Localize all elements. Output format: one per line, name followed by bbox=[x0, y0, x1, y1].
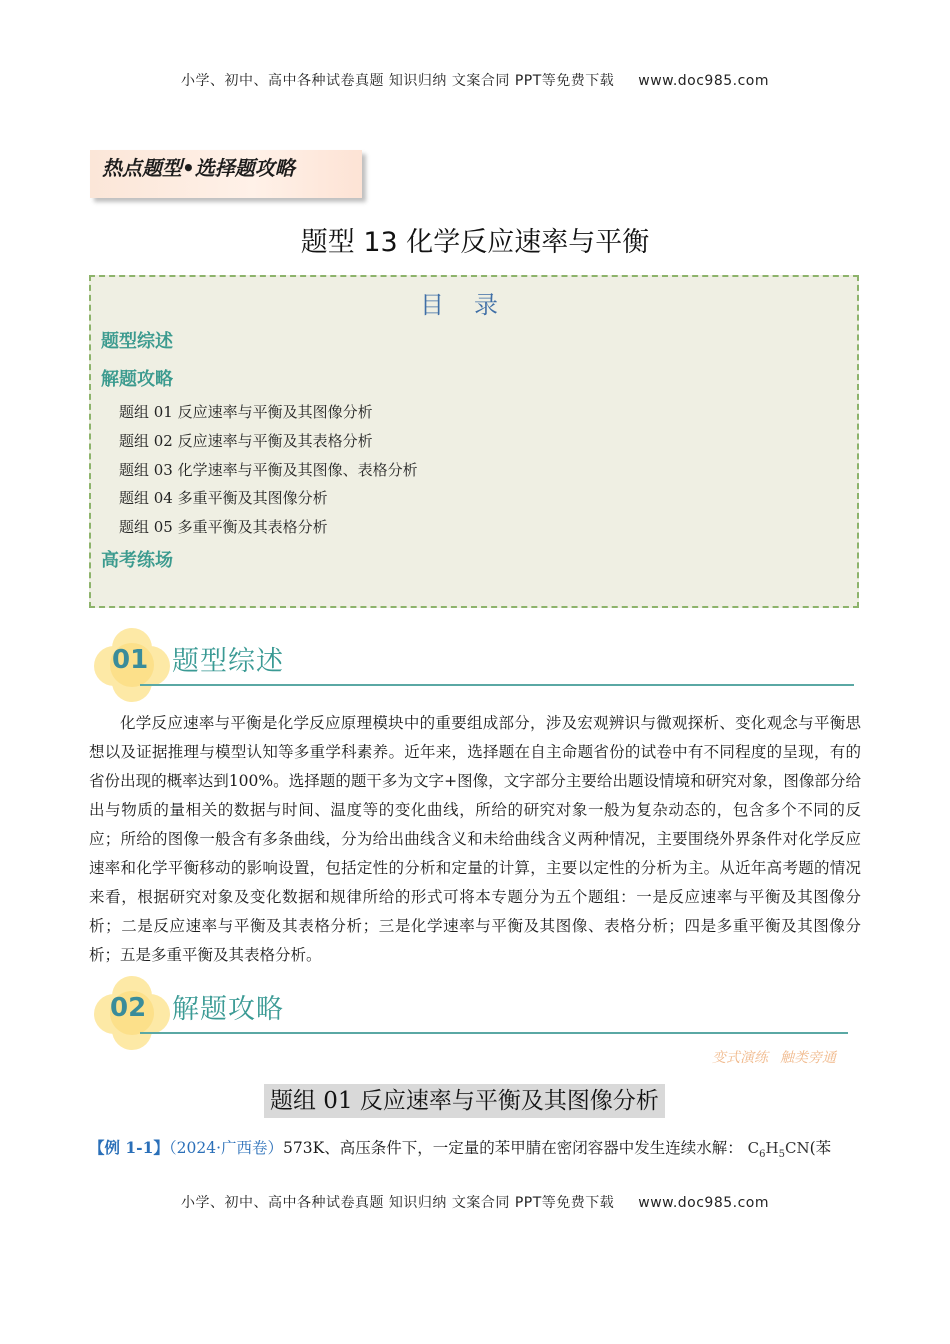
toc-section-practice[interactable]: 高考练场 bbox=[101, 550, 173, 571]
toc-section-strategy[interactable]: 解题攻略 bbox=[101, 369, 173, 390]
page-header bbox=[0, 70, 950, 90]
section-title: 题型综述 bbox=[172, 646, 284, 677]
group-01-title: 题组 01 反应速率与平衡及其图像分析 bbox=[264, 1084, 665, 1118]
footer-site[interactable]: www.doc985.com bbox=[638, 1195, 770, 1211]
formula-benzonitrile: $C_6H_5CN$ bbox=[747, 1139, 810, 1160]
section-02-heading bbox=[92, 972, 862, 1052]
header-text: 小学、初中、高中各种试卷真题 知识归纳 文案合同 PPT等免费下载 bbox=[180, 73, 615, 89]
overview-paragraph: 化学反应速率与平衡是化学反应原理模块中的重要组成部分，涉及宏观辨识与微观探析、变化观念与平衡思想以及证据推理与模型认知等多重学科素养。近年来，选择题在自主命题省份的试卷中有不同程度的呈现，有的省份出现的概率达到100%。选择题的题干多为文字+图像，文字部分主要给出题设情境和研究对象，图像部分给出与物质的量相关的数据与时间、温度等的变化曲线，所给的研究对象一般为复杂动态的，包含多个不同的反应；所给的图像一般含有多条曲线，分为给出曲线含义和未给曲线含义两种情况，主要围绕外界条件对化学反应速率和化学平衡移动的影响设置，包括定性的分析和定量的计算，主要以定性的分析为主。从近年高考题的情况来看，根据研究对象及变化数据和规律所给的形式可将本专题分为五个题组：一是反应速率与平衡及其图像分析；二是反应速率与平衡及其表格分析；三是化学速率与平衡及其图像、表格分析；四是多重平衡及其图像分析；五是多重平衡及其表格分析。 bbox=[89, 714, 861, 964]
example-label: 【例 1-1】 bbox=[89, 1138, 169, 1157]
header-site[interactable]: www.doc985.com bbox=[638, 73, 770, 89]
table-of-contents bbox=[89, 275, 859, 608]
toc-item[interactable]: 题组 05 多重平衡及其表格分析 bbox=[119, 518, 328, 536]
example-source: （2024·广西卷） bbox=[168, 1139, 284, 1157]
example-text: 573K、高压条件下，一定量的苯甲腈在密闭容器中发生连续水解： bbox=[283, 1139, 743, 1157]
tagline bbox=[712, 1047, 848, 1067]
toc-item[interactable]: 题组 01 反应速率与平衡及其图像分析 bbox=[119, 403, 373, 421]
tagline-b: 触类旁通 bbox=[780, 1050, 836, 1066]
example-tail: (苯 bbox=[809, 1139, 832, 1157]
section-number: 01 bbox=[112, 645, 149, 675]
page-title: 题型 13 化学反应速率与平衡 bbox=[300, 227, 650, 258]
toc-item[interactable]: 题组 02 反应速率与平衡及其表格分析 bbox=[119, 432, 373, 450]
footer-text: 小学、初中、高中各种试卷真题 知识归纳 文案合同 PPT等免费下载 bbox=[180, 1195, 615, 1211]
toc-title: 目录 bbox=[420, 291, 528, 319]
topic-banner bbox=[90, 150, 362, 198]
section-divider bbox=[140, 1032, 848, 1034]
section-number: 02 bbox=[110, 993, 147, 1023]
toc-item[interactable]: 题组 04 多重平衡及其图像分析 bbox=[119, 489, 328, 507]
example-1-1 bbox=[89, 1136, 861, 1160]
section-01-heading bbox=[92, 624, 862, 704]
banner-text: 热点题型•选择题攻略 bbox=[102, 156, 295, 180]
section-title: 解题攻略 bbox=[172, 994, 284, 1025]
toc-section-overview[interactable]: 题型综述 bbox=[101, 331, 173, 352]
page-footer bbox=[0, 1192, 950, 1212]
tagline-a: 变式演练 bbox=[712, 1050, 768, 1066]
toc-item[interactable]: 题组 03 化学速率与平衡及其图像、表格分析 bbox=[119, 461, 418, 479]
section-divider bbox=[140, 684, 854, 686]
